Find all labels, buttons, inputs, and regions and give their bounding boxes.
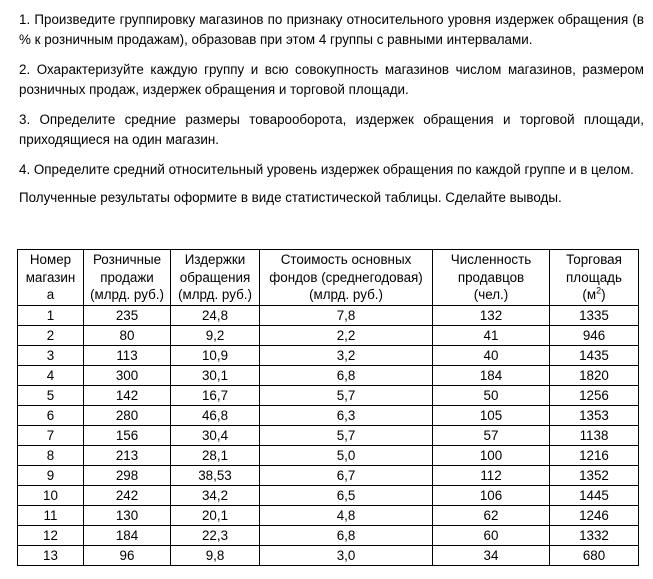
cell-fixed-assets: 6,8 <box>260 526 433 546</box>
cell-store-number: 7 <box>18 426 84 446</box>
instruction-1: 1. Произведите группировку магазинов по признаку относительного уровня издержек обращения (в % к розничным продажам), образовав при этом 4 группы с равными интервалами. <box>19 12 644 47</box>
cell-trade-area: 1435 <box>550 346 639 366</box>
table-row <box>18 426 639 446</box>
instruction-3: 3. Определите средние размеры товарооборота, издержек обращения и торговой площади, приходящиеся на один магазин. <box>19 112 644 147</box>
cell-circulation-costs: 10,9 <box>171 346 260 366</box>
cell-retail-sales: 113 <box>84 346 171 366</box>
cell-circulation-costs: 28,1 <box>171 446 260 466</box>
cell-store-number: 9 <box>18 466 84 486</box>
instruction-4: 4. Определите средний относительный уровень издержек обращения по каждой группе и в целом. <box>19 162 634 177</box>
cell-fixed-assets: 3,0 <box>260 546 433 566</box>
cell-staff-count: 106 <box>433 486 550 506</box>
cell-store-number: 3 <box>18 346 84 366</box>
cell-store-number: 4 <box>18 366 84 386</box>
table-row <box>18 526 639 546</box>
cell-fixed-assets: 5,7 <box>260 426 433 446</box>
cell-store-number: 1 <box>18 306 84 326</box>
table-row <box>18 366 639 386</box>
cell-staff-count: 100 <box>433 446 550 466</box>
table-row <box>18 326 639 346</box>
cell-store-number: 10 <box>18 486 84 506</box>
table-row <box>18 306 639 326</box>
table-row <box>18 346 639 366</box>
table-row <box>18 466 639 486</box>
cell-fixed-assets: 5,7 <box>260 386 433 406</box>
table-row <box>18 546 639 566</box>
cell-trade-area: 1138 <box>550 426 639 446</box>
cell-trade-area: 1246 <box>550 506 639 526</box>
conclusion-instruction: Полученные результаты оформите в виде статистической таблицы. Сделайте выводы. <box>19 190 562 205</box>
cell-circulation-costs: 9,8 <box>171 546 260 566</box>
cell-staff-count: 40 <box>433 346 550 366</box>
cell-store-number: 6 <box>18 406 84 426</box>
cell-retail-sales: 213 <box>84 446 171 466</box>
cell-retail-sales: 96 <box>84 546 171 566</box>
cell-store-number: 8 <box>18 446 84 466</box>
cell-store-number: 5 <box>18 386 84 406</box>
cell-retail-sales: 130 <box>84 506 171 526</box>
header-store-number: Номер магазин а <box>18 250 84 306</box>
cell-trade-area: 1335 <box>550 306 639 326</box>
header-fixed-assets: Стоимость основных фондов (среднегодовая) (млрд. руб.) <box>260 250 433 306</box>
cell-fixed-assets: 6,7 <box>260 466 433 486</box>
table-row <box>18 506 639 526</box>
cell-store-number: 2 <box>18 326 84 346</box>
cell-store-number: 12 <box>18 526 84 546</box>
cell-fixed-assets: 6,3 <box>260 406 433 426</box>
cell-trade-area: 1445 <box>550 486 639 506</box>
cell-fixed-assets: 6,8 <box>260 366 433 386</box>
header-retail-sales: Розничные продажи (млрд. руб.) <box>84 250 171 306</box>
cell-fixed-assets: 5,0 <box>260 446 433 466</box>
cell-staff-count: 34 <box>433 546 550 566</box>
stores-data-table <box>17 249 639 566</box>
table-row <box>18 406 639 426</box>
table-header-row <box>18 250 639 306</box>
cell-circulation-costs: 9,2 <box>171 326 260 346</box>
table-body <box>18 306 639 566</box>
cell-retail-sales: 142 <box>84 386 171 406</box>
cell-retail-sales: 242 <box>84 486 171 506</box>
cell-circulation-costs: 16,7 <box>171 386 260 406</box>
cell-trade-area: 1820 <box>550 366 639 386</box>
instruction-2: 2. Охарактеризуйте каждую группу и всю совокупность магазинов числом магазинов, размером розничных продаж, издержек обращения и торговой площади. <box>19 62 644 97</box>
cell-staff-count: 41 <box>433 326 550 346</box>
cell-trade-area: 1353 <box>550 406 639 426</box>
cell-retail-sales: 300 <box>84 366 171 386</box>
cell-staff-count: 62 <box>433 506 550 526</box>
cell-trade-area: 1256 <box>550 386 639 406</box>
cell-fixed-assets: 7,8 <box>260 306 433 326</box>
cell-retail-sales: 280 <box>84 406 171 426</box>
cell-trade-area: 1332 <box>550 526 639 546</box>
cell-circulation-costs: 22,3 <box>171 526 260 546</box>
cell-fixed-assets: 3,2 <box>260 346 433 366</box>
table-row <box>18 386 639 406</box>
cell-fixed-assets: 6,5 <box>260 486 433 506</box>
cell-retail-sales: 80 <box>84 326 171 346</box>
header-staff-count: Численность продавцов (чел.) <box>433 250 550 306</box>
cell-retail-sales: 235 <box>84 306 171 326</box>
cell-circulation-costs: 30,4 <box>171 426 260 446</box>
header-circulation-costs: Издержки обращения (млрд. руб.) <box>171 250 260 306</box>
cell-store-number: 13 <box>18 546 84 566</box>
cell-fixed-assets: 2,2 <box>260 326 433 346</box>
cell-circulation-costs: 38,53 <box>171 466 260 486</box>
cell-circulation-costs: 20,1 <box>171 506 260 526</box>
cell-circulation-costs: 30,1 <box>171 366 260 386</box>
cell-staff-count: 132 <box>433 306 550 326</box>
cell-staff-count: 112 <box>433 466 550 486</box>
cell-staff-count: 184 <box>433 366 550 386</box>
cell-trade-area: 1216 <box>550 446 639 466</box>
cell-retail-sales: 156 <box>84 426 171 446</box>
table-row <box>18 486 639 506</box>
cell-staff-count: 50 <box>433 386 550 406</box>
cell-trade-area: 946 <box>550 326 639 346</box>
cell-circulation-costs: 46,8 <box>171 406 260 426</box>
cell-trade-area: 1352 <box>550 466 639 486</box>
cell-retail-sales: 298 <box>84 466 171 486</box>
cell-staff-count: 57 <box>433 426 550 446</box>
table-row <box>18 446 639 466</box>
cell-store-number: 11 <box>18 506 84 526</box>
cell-staff-count: 105 <box>433 406 550 426</box>
cell-circulation-costs: 24,8 <box>171 306 260 326</box>
cell-circulation-costs: 34,2 <box>171 486 260 506</box>
cell-trade-area: 680 <box>550 546 639 566</box>
cell-fixed-assets: 4,8 <box>260 506 433 526</box>
cell-retail-sales: 184 <box>84 526 171 546</box>
header-trade-area: Торговая площадь $(м^2)$ <box>550 250 639 306</box>
cell-staff-count: 60 <box>433 526 550 546</box>
